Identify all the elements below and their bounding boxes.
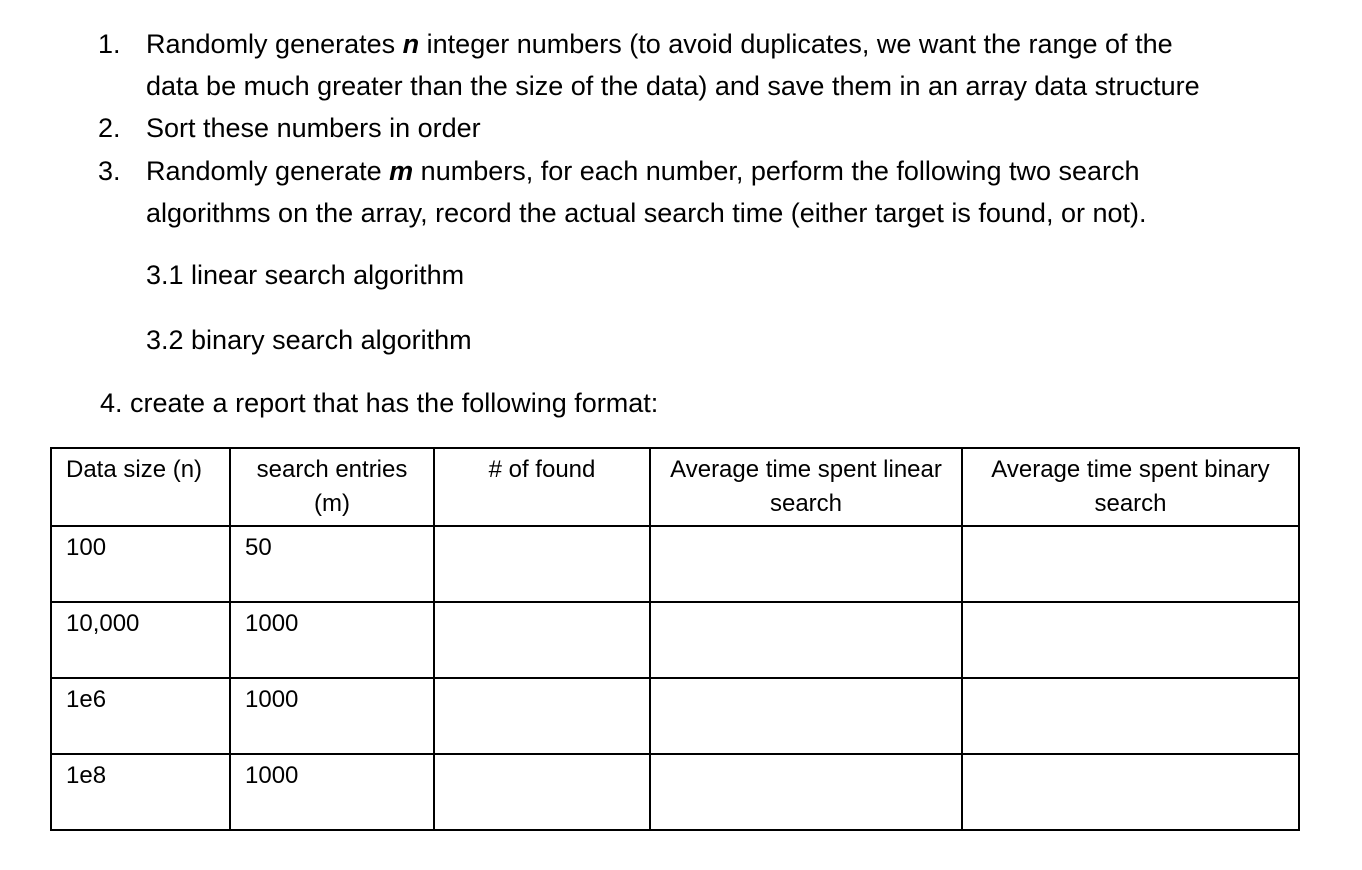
item-3-line-2: algorithms on the array, record the actual search time (either target is found, or not). bbox=[146, 198, 1147, 228]
item-3-number: 3. bbox=[98, 156, 121, 186]
item-1-number: 1. bbox=[98, 29, 121, 59]
cell-avg-binary bbox=[962, 526, 1299, 602]
item-2-text: Sort these numbers in order bbox=[146, 113, 481, 143]
cell-avg-linear bbox=[650, 526, 962, 602]
cell-data-size: 100 bbox=[51, 526, 230, 602]
cell-found-count bbox=[434, 526, 650, 602]
item-2-body bbox=[146, 107, 1316, 149]
item-1-line-2: data be much greater than the size of the data) and save them in an array data structure bbox=[146, 71, 1200, 101]
cell-avg-linear bbox=[650, 678, 962, 754]
variable-n: n bbox=[402, 29, 420, 59]
header-avg-linear: Average time spent linear search bbox=[650, 448, 962, 526]
item-1-text-pre: Randomly generates bbox=[146, 29, 403, 59]
table-row bbox=[51, 526, 1299, 602]
sub-item-binary-search: 3.2 binary search algorithm bbox=[146, 325, 472, 355]
cell-data-size: 1e8 bbox=[51, 754, 230, 830]
item-1-text-post: integer numbers (to avoid duplicates, we want the range of the bbox=[419, 29, 1173, 59]
cell-avg-binary bbox=[962, 602, 1299, 678]
report-table bbox=[50, 447, 1300, 831]
item-2-number: 2. bbox=[98, 113, 121, 143]
cell-data-size: 10,000 bbox=[51, 602, 230, 678]
instruction-item-4: 4. create a report that has the following format: bbox=[100, 388, 659, 418]
header-search-entries: search entries (m) bbox=[230, 448, 434, 526]
cell-search-entries: 50 bbox=[230, 526, 434, 602]
item-3-line-1 bbox=[146, 150, 1316, 192]
cell-avg-linear bbox=[650, 754, 962, 830]
item-1-body bbox=[146, 23, 1316, 107]
header-avg-binary: Average time spent binary search bbox=[962, 448, 1299, 526]
cell-data-size: 1e6 bbox=[51, 678, 230, 754]
item-3-body bbox=[146, 150, 1316, 234]
cell-found-count bbox=[434, 754, 650, 830]
item-3-text-pre: Randomly generate bbox=[146, 156, 390, 186]
report-table-header bbox=[51, 448, 1299, 526]
cell-avg-binary bbox=[962, 754, 1299, 830]
item-1-line-1 bbox=[146, 23, 1316, 65]
cell-avg-linear bbox=[650, 602, 962, 678]
report-table-body bbox=[51, 526, 1299, 830]
variable-m: m bbox=[389, 156, 414, 186]
table-row bbox=[51, 678, 1299, 754]
header-found-count: # of found bbox=[434, 448, 650, 526]
table-row bbox=[51, 602, 1299, 678]
cell-search-entries: 1000 bbox=[230, 678, 434, 754]
cell-found-count bbox=[434, 678, 650, 754]
item-3-text-post: numbers, for each number, perform the following two search bbox=[413, 156, 1140, 186]
sub-item-linear-search: 3.1 linear search algorithm bbox=[146, 260, 465, 290]
table-row bbox=[51, 754, 1299, 830]
cell-avg-binary bbox=[962, 678, 1299, 754]
header-data-size: Data size (n) bbox=[51, 448, 230, 526]
cell-search-entries: 1000 bbox=[230, 754, 434, 830]
cell-search-entries: 1000 bbox=[230, 602, 434, 678]
cell-found-count bbox=[434, 602, 650, 678]
table-header-row bbox=[51, 448, 1299, 526]
